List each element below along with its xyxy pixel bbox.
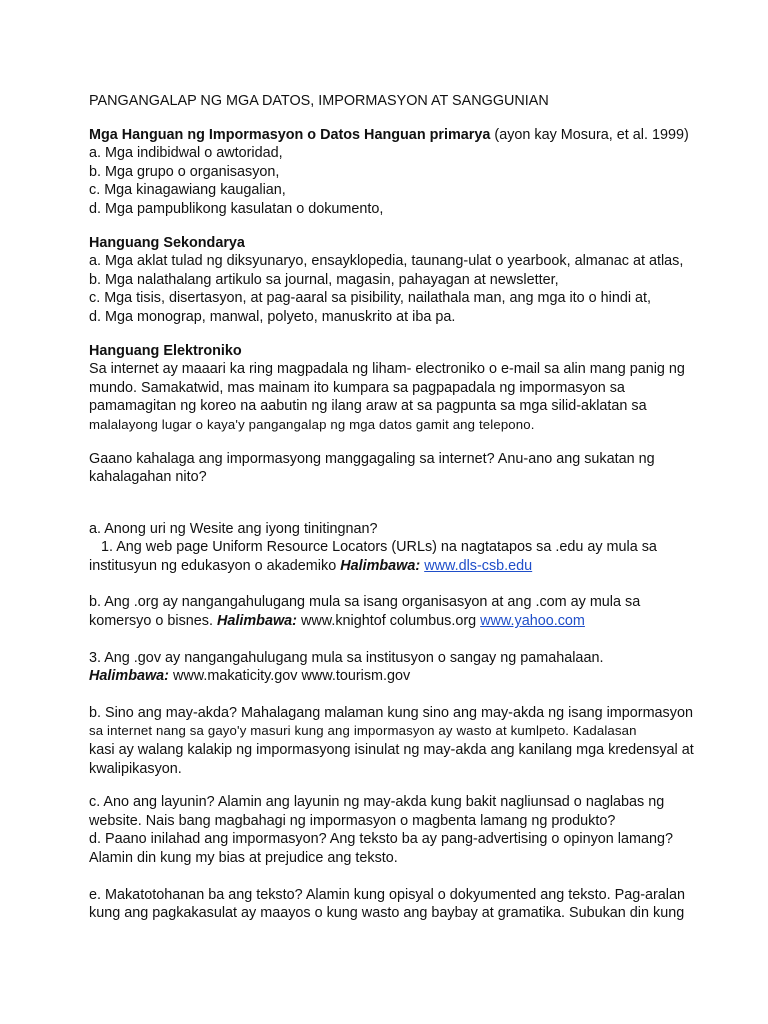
list-item: c. Mga tisis, disertasyon, at pag-aaral sa pisibility, nailathala man, ang mga ito o hindi at, <box>89 290 652 307</box>
paragraph-line: pamamagitan ng koreo na aabutin ng ilang araw at sa pagpunta sa mga silid-aklatan sa <box>89 398 647 415</box>
yahoo-link[interactable]: www.yahoo.com <box>480 613 585 630</box>
spacer <box>89 502 728 520</box>
edu-line: 1. Ang web page Uniform Resource Locators (URLs) na nagtatapos sa .edu ay mula sa <box>89 539 657 556</box>
gov-section <box>89 649 728 686</box>
halimbawa-label: Halimbawa: <box>216 613 297 630</box>
paragraph-line: d. Paano inilahad ang impormasyon? Ang teksto ba ay pang-advertising o opinyon lamang? <box>89 831 674 848</box>
org-text: komersyo o bisnes. <box>89 613 217 630</box>
primary-note: (ayon kay Mosura, et al. 1999) <box>490 126 689 143</box>
internet-question <box>89 450 728 487</box>
paragraph-line: kahalagahan nito? <box>89 469 207 486</box>
paragraph-line: mundo. Samakatwid, mas mainam ito kumpara sa pagpapadala ng impormasyon sa <box>89 379 625 396</box>
paragraph-line: Alamin din kung my bias at prejudice ang teksto. <box>89 850 398 866</box>
paragraph-line: e. Makatotohanan ba ang teksto? Alamin kung opisyal o dokyumented ang teksto. Pag-aralan <box>89 886 686 903</box>
paragraph-line: Gaano kahalaga ang impormasyong manggagaling sa internet? Anu-ano ang sukatan ng <box>89 450 655 467</box>
edu-example-line <box>89 557 728 576</box>
list-item: c. Mga kinagawiang kaugalian, <box>89 182 286 199</box>
primary-heading: Mga Hanguan ng Impormasyon o Datos Hanguan primarya <box>89 126 491 143</box>
secondary-sources-section <box>89 234 728 327</box>
edu-text: institusyun ng edukasyon o akademiko <box>89 557 341 574</box>
paragraph-line: kwalipikasyon. <box>89 760 182 777</box>
gov-line: 3. Ang .gov ay nangangahulugang mula sa institusyon o sangay ng pamahalaan. <box>89 649 604 666</box>
gov-example: www.makaticity.gov www.tourism.gov <box>168 668 411 685</box>
paragraph-line: c. Ano ang layunin? Alamin ang layunin ng may-akda kung bakit nagliunsad o naglabas ng <box>89 794 665 811</box>
list-item: d. Mga pampublikong kasulatan o dokumento, <box>89 200 384 217</box>
org-example: www.knightof columbus.org <box>296 613 481 630</box>
list-item: b. Mga grupo o organisasyon, <box>89 163 280 180</box>
halimbawa-label: Halimbawa: <box>89 668 169 685</box>
halimbawa-label: Halimbawa: <box>340 557 421 574</box>
electronic-sources-section <box>89 342 728 435</box>
primary-sources-section <box>89 126 728 219</box>
paragraph-line: b. Sino ang may-akda? Mahalagang malaman kung sino ang may-akda ng isang impormasyon <box>89 704 693 721</box>
list-item: a. Mga aklat tulad ng diksyunaryo, ensayklopedia, taunang-ulat o yearbook, almanac at atlas, <box>89 253 684 270</box>
org-example-line <box>89 612 728 631</box>
list-item: b. Mga nalathalang artikulo sa journal, magasin, pahayagan at newsletter, <box>89 271 559 288</box>
truth-section <box>89 886 728 923</box>
paragraph-line: sa internet nang sa gayo'y masuri kung ang impormasyon ay wasto at kumlpeto. Kadalasan <box>89 723 637 739</box>
paragraph-line: kung ang pagkakasulat ay maayos o kung wasto ang baybay at gramatika. Subukan din kung <box>89 905 685 922</box>
paragraph-line: kasi ay walang kalakip ng impormasyong isinulat ng may-akda ang kanilang mga kredensyal at <box>89 742 694 759</box>
page-title: PANGANGALAP NG MGA DATOS, IMPORMASYON AT SANGGUNIAN <box>89 93 549 109</box>
website-question: a. Anong uri ng Wesite ang iyong tinitingnan? <box>89 520 378 537</box>
website-type-section <box>89 520 728 576</box>
author-section <box>89 704 728 778</box>
edu-link[interactable]: www.dls-csb.edu <box>424 557 533 574</box>
paragraph-line: malalayong lugar o kaya'y pangangalap ng mga datos gamit ang telepono. <box>89 416 535 432</box>
electronic-heading: Hanguang Elektroniko <box>89 342 242 359</box>
primary-heading-line <box>89 126 728 145</box>
purpose-section <box>89 793 728 867</box>
list-item: a. Mga indibidwal o awtoridad, <box>89 145 283 162</box>
secondary-heading: Hanguang Sekondarya <box>89 234 245 251</box>
paragraph-line: Sa internet ay maaari ka ring magpadala ng liham- electroniko o e-mail sa alin mang panig ng <box>89 361 685 378</box>
list-item: d. Mga monograp, manwal, polyeto, manuskrito at iba pa. <box>89 308 456 325</box>
org-section <box>89 593 728 630</box>
paragraph-line: website. Nais bang magbahagi ng impormasyon o magbenta lamang ng produkto? <box>89 812 616 829</box>
org-line: b. Ang .org ay nangangahulugang mula sa isang organisasyon at ang .com ay mula sa <box>89 594 641 611</box>
gov-example-line <box>89 667 728 686</box>
